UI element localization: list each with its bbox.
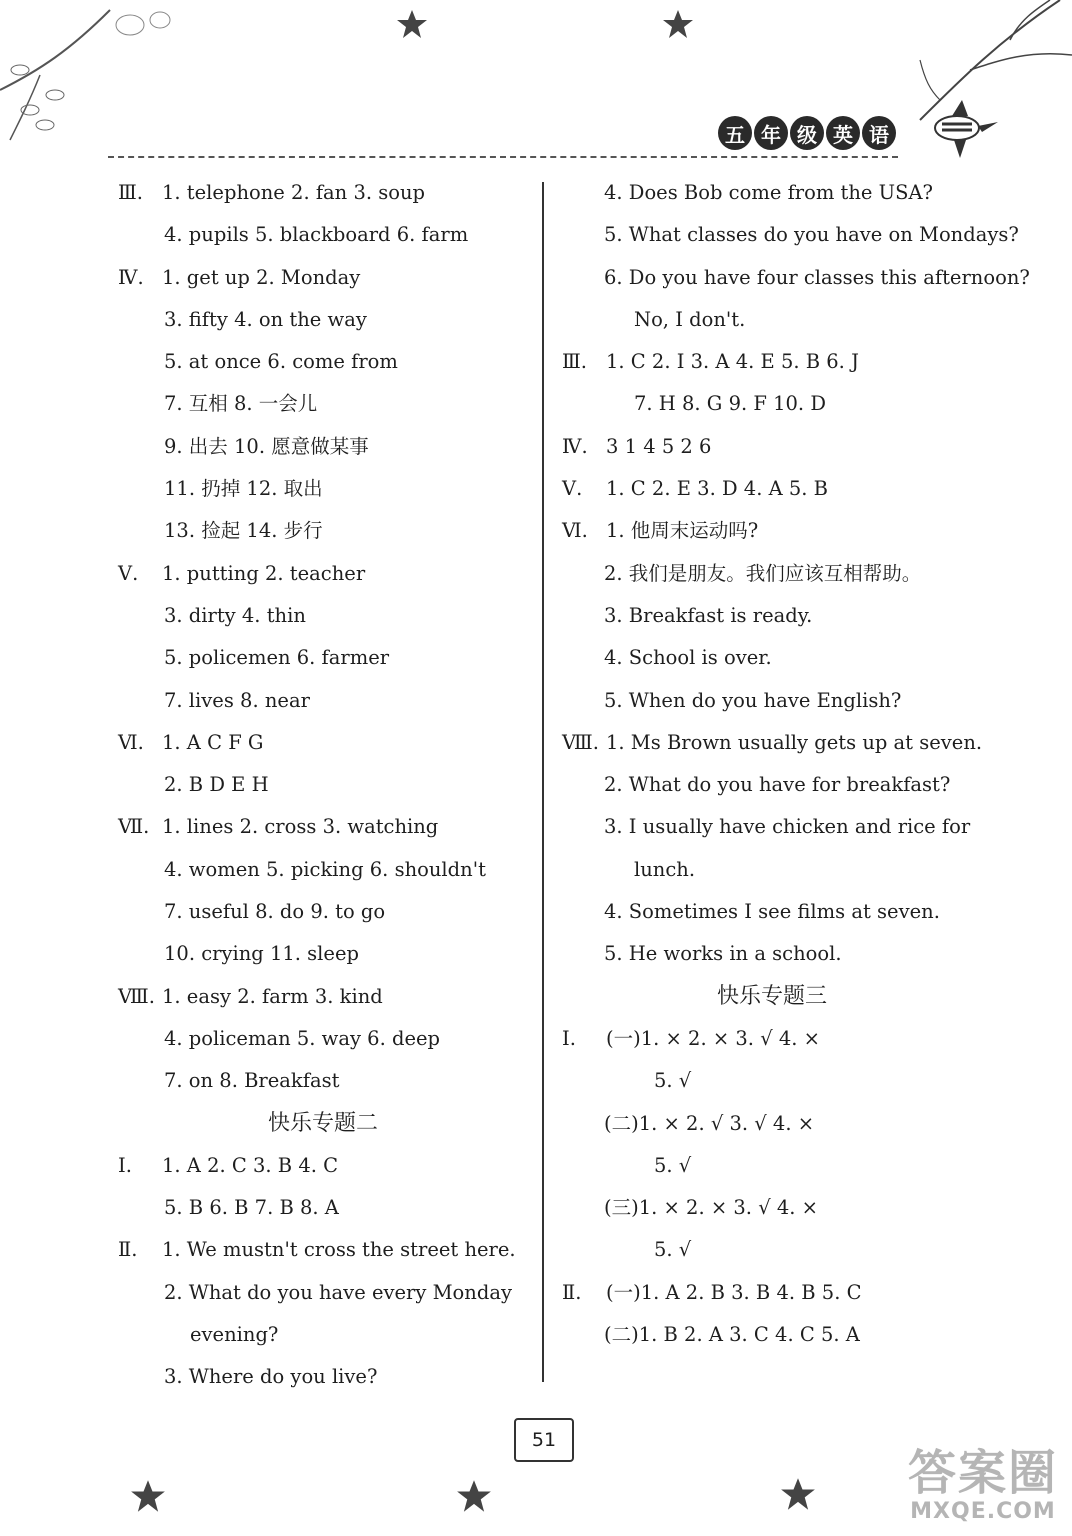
question-number: Ⅴ. xyxy=(118,561,139,585)
answer-line: 3. Where do you live? xyxy=(164,1365,378,1389)
answer-line: 3. fifty 4. on the way xyxy=(164,307,367,331)
answer-line xyxy=(118,172,528,214)
page-number: 51 xyxy=(514,1418,574,1462)
answer-text: 1. A C F G xyxy=(162,730,264,754)
answer-text: 1. get up 2. Monday xyxy=(162,265,361,289)
answer-line: No, I don't. xyxy=(634,307,746,331)
answer-text: 1. easy 2. farm 3. kind xyxy=(162,984,383,1008)
watermark-cn: 答案圈 xyxy=(907,1445,1058,1501)
answer-line xyxy=(562,468,982,510)
answer-line: 9. 出去 10. 愿意做某事 xyxy=(164,434,369,458)
header-char: 五 xyxy=(718,116,752,150)
star-top-right-icon xyxy=(662,8,694,40)
answer-line xyxy=(562,341,982,383)
answer-line: 3. Breakfast is ready. xyxy=(604,603,813,627)
answer-line: 2. B D E H xyxy=(164,773,269,797)
question-number: Ⅳ. xyxy=(562,434,588,458)
header-char: 英 xyxy=(826,116,860,150)
answer-line xyxy=(562,1272,982,1314)
answer-text: 1. 他周末运动吗? xyxy=(606,519,759,543)
right-answer-column xyxy=(562,172,1030,1356)
question-number: Ⅷ. xyxy=(118,984,155,1008)
answer-line: 5. at once 6. come from xyxy=(164,350,398,374)
answer-line: 7. H 8. G 9. F 10. D xyxy=(634,392,826,416)
answer-line: lunch. xyxy=(634,857,696,881)
answer-line xyxy=(118,1145,528,1187)
star-bottom-right-icon xyxy=(780,1476,816,1512)
answer-line: 4. School is over. xyxy=(604,646,772,670)
answer-line: evening? xyxy=(190,1323,279,1347)
branch-decoration-left-icon xyxy=(0,0,200,150)
answer-text: 1. C 2. I 3. A 4. E 5. B 6. J xyxy=(606,350,859,374)
star-bottom-left-icon xyxy=(130,1478,166,1514)
answer-line xyxy=(562,426,982,468)
answer-line: 4. pupils 5. blackboard 6. farm xyxy=(164,223,469,247)
answer-line: 7. on 8. Breakfast xyxy=(164,1069,340,1093)
answer-text: 1. lines 2. cross 3. watching xyxy=(162,815,439,839)
page-header-title xyxy=(718,116,896,150)
question-number: Ⅲ. xyxy=(118,181,144,204)
answer-line: 3. dirty 4. thin xyxy=(164,603,306,627)
answer-line xyxy=(118,257,528,299)
answer-line: 3. I usually have chicken and rice for xyxy=(604,815,971,839)
question-number: Ⅷ. xyxy=(562,730,599,754)
question-number: Ⅵ. xyxy=(118,730,144,754)
question-number: Ⅲ. xyxy=(562,350,588,374)
answer-line: 11. 扔掉 12. 取出 xyxy=(164,477,323,501)
star-bottom-center-icon xyxy=(456,1478,492,1514)
answer-line: 13. 捡起 14. 步行 xyxy=(164,519,323,543)
answer-line: 4. Sometimes I see films at seven. xyxy=(604,900,940,924)
answer-line: (二)1. B 2. A 3. C 4. C 5. A xyxy=(604,1323,860,1347)
answer-line: 7. lives 8. near xyxy=(164,688,310,712)
answer-line: 6. Do you have four classes this afternoon? xyxy=(604,265,1030,289)
answer-line: (三)1. × 2. × 3. √ 4. × xyxy=(604,1196,818,1220)
answer-line: 2. What do you have every Monday xyxy=(164,1280,512,1304)
answer-line xyxy=(118,553,528,595)
question-number: Ⅴ. xyxy=(562,477,583,501)
site-watermark xyxy=(908,1447,1058,1524)
answer-line: 4. Does Bob come from the USA? xyxy=(604,181,933,204)
answer-line xyxy=(118,1229,528,1271)
question-number: Ⅰ. xyxy=(562,1026,576,1050)
answer-line: 2. What do you have for breakfast? xyxy=(604,773,951,797)
answer-line: (二)1. × 2. √ 3. √ 4. × xyxy=(604,1111,815,1135)
question-number: Ⅱ. xyxy=(562,1280,582,1304)
answer-line: 4. policeman 5. way 6. deep xyxy=(164,1026,441,1050)
star-top-left-icon xyxy=(396,8,428,40)
section-heading: 快乐专题三 xyxy=(716,983,827,1009)
answer-text: 1. telephone 2. fan 3. soup xyxy=(162,181,426,204)
question-number: Ⅰ. xyxy=(118,1153,132,1177)
answer-text: 1. A 2. C 3. B 4. C xyxy=(162,1153,339,1177)
answer-line: 5. He works in a school. xyxy=(604,942,842,966)
question-number: Ⅳ. xyxy=(118,265,144,289)
answer-line: 10. crying 11. sleep xyxy=(164,942,359,966)
left-answer-column xyxy=(118,172,528,1399)
header-dashed-rule xyxy=(108,156,898,158)
section-heading: 快乐专题二 xyxy=(267,1110,378,1136)
answer-line: 7. useful 8. do 9. to go xyxy=(164,900,386,924)
answer-line: 7. 互相 8. 一会儿 xyxy=(164,392,318,416)
answer-line: 5. B 6. B 7. B 8. A xyxy=(164,1196,339,1220)
answer-line xyxy=(562,722,982,764)
answer-text: (一)1. × 2. × 3. √ 4. × xyxy=(606,1026,820,1050)
answer-text: 1. putting 2. teacher xyxy=(162,561,366,585)
question-number: Ⅶ. xyxy=(118,815,150,839)
column-divider xyxy=(542,182,544,1382)
answer-line: 5. What classes do you have on Mondays? xyxy=(604,223,1019,247)
answer-line xyxy=(562,1018,982,1060)
header-char: 年 xyxy=(754,116,788,150)
answer-line: 2. 我们是朋友。我们应该互相帮助。 xyxy=(604,561,922,585)
answer-line: 5. When do you have English? xyxy=(604,688,902,712)
bird-icon xyxy=(912,96,1002,160)
header-char: 级 xyxy=(790,116,824,150)
answer-line: 4. women 5. picking 6. shouldn't xyxy=(164,857,486,881)
answer-line: 5. √ xyxy=(654,1069,692,1093)
answer-line xyxy=(118,806,528,848)
watermark-en: MXQE.COM xyxy=(910,1499,1056,1524)
header-char: 语 xyxy=(862,116,896,150)
answer-text: 1. We mustn't cross the street here. xyxy=(162,1238,516,1262)
question-number: Ⅱ. xyxy=(118,1238,138,1262)
answer-text: 3 1 4 5 2 6 xyxy=(606,434,712,458)
answer-text: (一)1. A 2. B 3. B 4. B 5. C xyxy=(606,1280,862,1304)
answer-line: 5. policemen 6. farmer xyxy=(164,646,390,670)
answer-text: 1. Ms Brown usually gets up at seven. xyxy=(606,730,983,754)
answer-line: 5. √ xyxy=(654,1238,692,1262)
answer-line xyxy=(562,510,982,552)
answer-text: 1. C 2. E 3. D 4. A 5. B xyxy=(606,477,829,501)
question-number: Ⅵ. xyxy=(562,519,588,543)
answer-line xyxy=(118,722,528,764)
answer-line xyxy=(118,976,528,1018)
answer-line: 5. √ xyxy=(654,1153,692,1177)
